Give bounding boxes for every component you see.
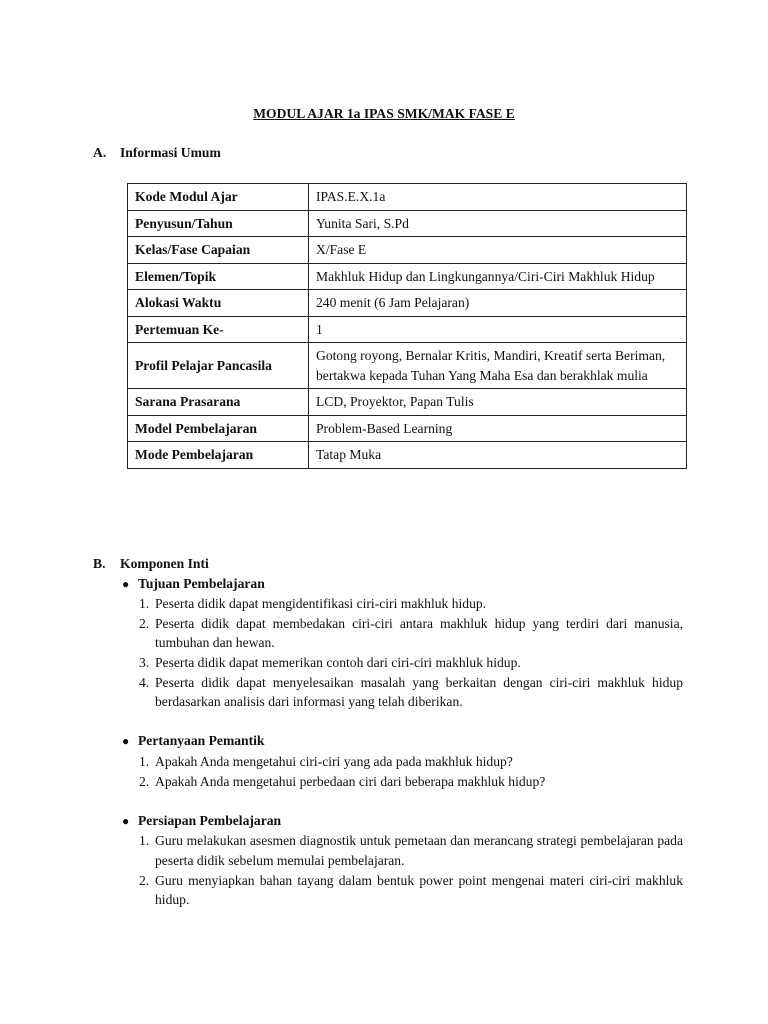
table-key: Kode Modul Ajar (128, 184, 309, 211)
table-value: Yunita Sari, S.Pd (309, 210, 687, 237)
table-key: Profil Pelajar Pancasila (128, 343, 309, 389)
section-b (93, 554, 683, 910)
table-key: Sarana Prasarana (128, 389, 309, 416)
list-number: 3. (139, 654, 150, 670)
section-a-letter: A. (93, 145, 107, 160)
bullet-icon: ● (122, 576, 130, 591)
table-value: Gotong royong, Bernalar Kritis, Mandiri, Kreatif serta Beriman, bertakwa kepada Tuhan Yang Maha Esa dan berakhlak mulia (309, 343, 687, 389)
list-text: Peserta didik dapat mengidentifikasi ciri-ciri makhluk hidup. (155, 596, 487, 612)
list-item (139, 594, 683, 614)
table-key: Penyusun/Tahun (128, 210, 309, 237)
list-number: 2. (139, 615, 150, 631)
list-number: 1. (139, 596, 150, 612)
table-row (128, 316, 687, 343)
pertanyaan-title: Pertanyaan Pemantik (138, 733, 265, 749)
list-item (139, 752, 683, 772)
list-item (139, 772, 683, 792)
table-row (128, 237, 687, 264)
list-item (139, 871, 683, 910)
list-item (139, 831, 683, 870)
table-key: Alokasi Waktu (128, 290, 309, 317)
list-text: Apakah Anda mengetahui perbedaan ciri dari beberapa makhluk hidup? (155, 773, 546, 789)
table-value: IPAS.E.X.1a (309, 184, 687, 211)
table-row (128, 210, 687, 237)
section-a-heading (93, 145, 221, 161)
list-item (139, 673, 683, 712)
list-item (139, 614, 683, 653)
table-key: Pertemuan Ke- (128, 316, 309, 343)
table-row (128, 415, 687, 442)
table-value: X/Fase E (309, 237, 687, 264)
list-text: Peserta didik dapat membedakan ciri-ciri antara makhluk hidup yang terdiri dari manusia, tumbuhan dan hewan. (155, 615, 683, 651)
table-value: Makhluk Hidup dan Lingkungannya/Ciri-Ciri Makhluk Hidup (309, 263, 687, 290)
pertanyaan-heading (122, 731, 683, 752)
list-number: 2. (139, 773, 150, 789)
table-row (128, 442, 687, 469)
list-number: 1. (139, 833, 150, 849)
table-value: Tatap Muka (309, 442, 687, 469)
table-key: Elemen/Topik (128, 263, 309, 290)
persiapan-subsection (122, 811, 683, 832)
tujuan-title: Tujuan Pembelajaran (138, 575, 265, 591)
persiapan-title: Persiapan Pembelajaran (138, 812, 282, 828)
section-b-title: Komponen Inti (120, 556, 209, 571)
table-value: 1 (309, 316, 687, 343)
persiapan-list (93, 831, 683, 909)
bullet-icon: ● (122, 734, 130, 749)
tujuan-list (93, 594, 683, 712)
table-value: Problem-Based Learning (309, 415, 687, 442)
list-text: Guru menyiapkan bahan tayang dalam bentuk power point mengenai materi ciri-ciri makhluk hidup. (155, 872, 683, 908)
table-key: Kelas/Fase Capaian (128, 237, 309, 264)
table-value: 240 menit (6 Jam Pelajaran) (309, 290, 687, 317)
spacer (93, 712, 683, 732)
table-row (128, 290, 687, 317)
section-b-heading (93, 554, 683, 574)
list-text: Peserta didik dapat memerikan contoh dari ciri-ciri makhluk hidup. (155, 654, 521, 670)
tujuan-subsection (122, 574, 683, 595)
list-text: Guru melakukan asesmen diagnostik untuk pemetaan dan merancang strategi pembelajaran pada peserta didik sebelum memulai pembelajaran. (155, 833, 683, 868)
list-item (139, 653, 683, 673)
bullet-icon: ● (122, 813, 130, 828)
table-row (128, 184, 687, 211)
persiapan-heading (122, 811, 683, 832)
table-row (128, 389, 687, 416)
pertanyaan-subsection (122, 731, 683, 752)
list-number: 1. (139, 753, 150, 769)
info-table (127, 183, 687, 469)
list-text: Apakah Anda mengetahui ciri-ciri yang ada pada makhluk hidup? (155, 753, 513, 769)
table-row (128, 263, 687, 290)
tujuan-heading (122, 574, 683, 595)
table-row (128, 343, 687, 389)
document-title: MODUL AJAR 1a IPAS SMK/MAK FASE E (253, 106, 515, 121)
table-key: Model Pembelajaran (128, 415, 309, 442)
spacer (93, 791, 683, 811)
table-value: LCD, Proyektor, Papan Tulis (309, 389, 687, 416)
pertanyaan-list (93, 752, 683, 791)
list-number: 2. (139, 872, 150, 888)
section-b-letter: B. (93, 556, 106, 571)
list-text: Peserta didik dapat menyelesaikan masalah yang berkaitan dengan ciri-ciri makhluk hidup berdasarkan analisis dari informasi yang telah diberikan. (155, 674, 683, 710)
section-a-title: Informasi Umum (120, 145, 221, 160)
table-key: Mode Pembelajaran (128, 442, 309, 469)
list-number: 4. (139, 674, 150, 690)
